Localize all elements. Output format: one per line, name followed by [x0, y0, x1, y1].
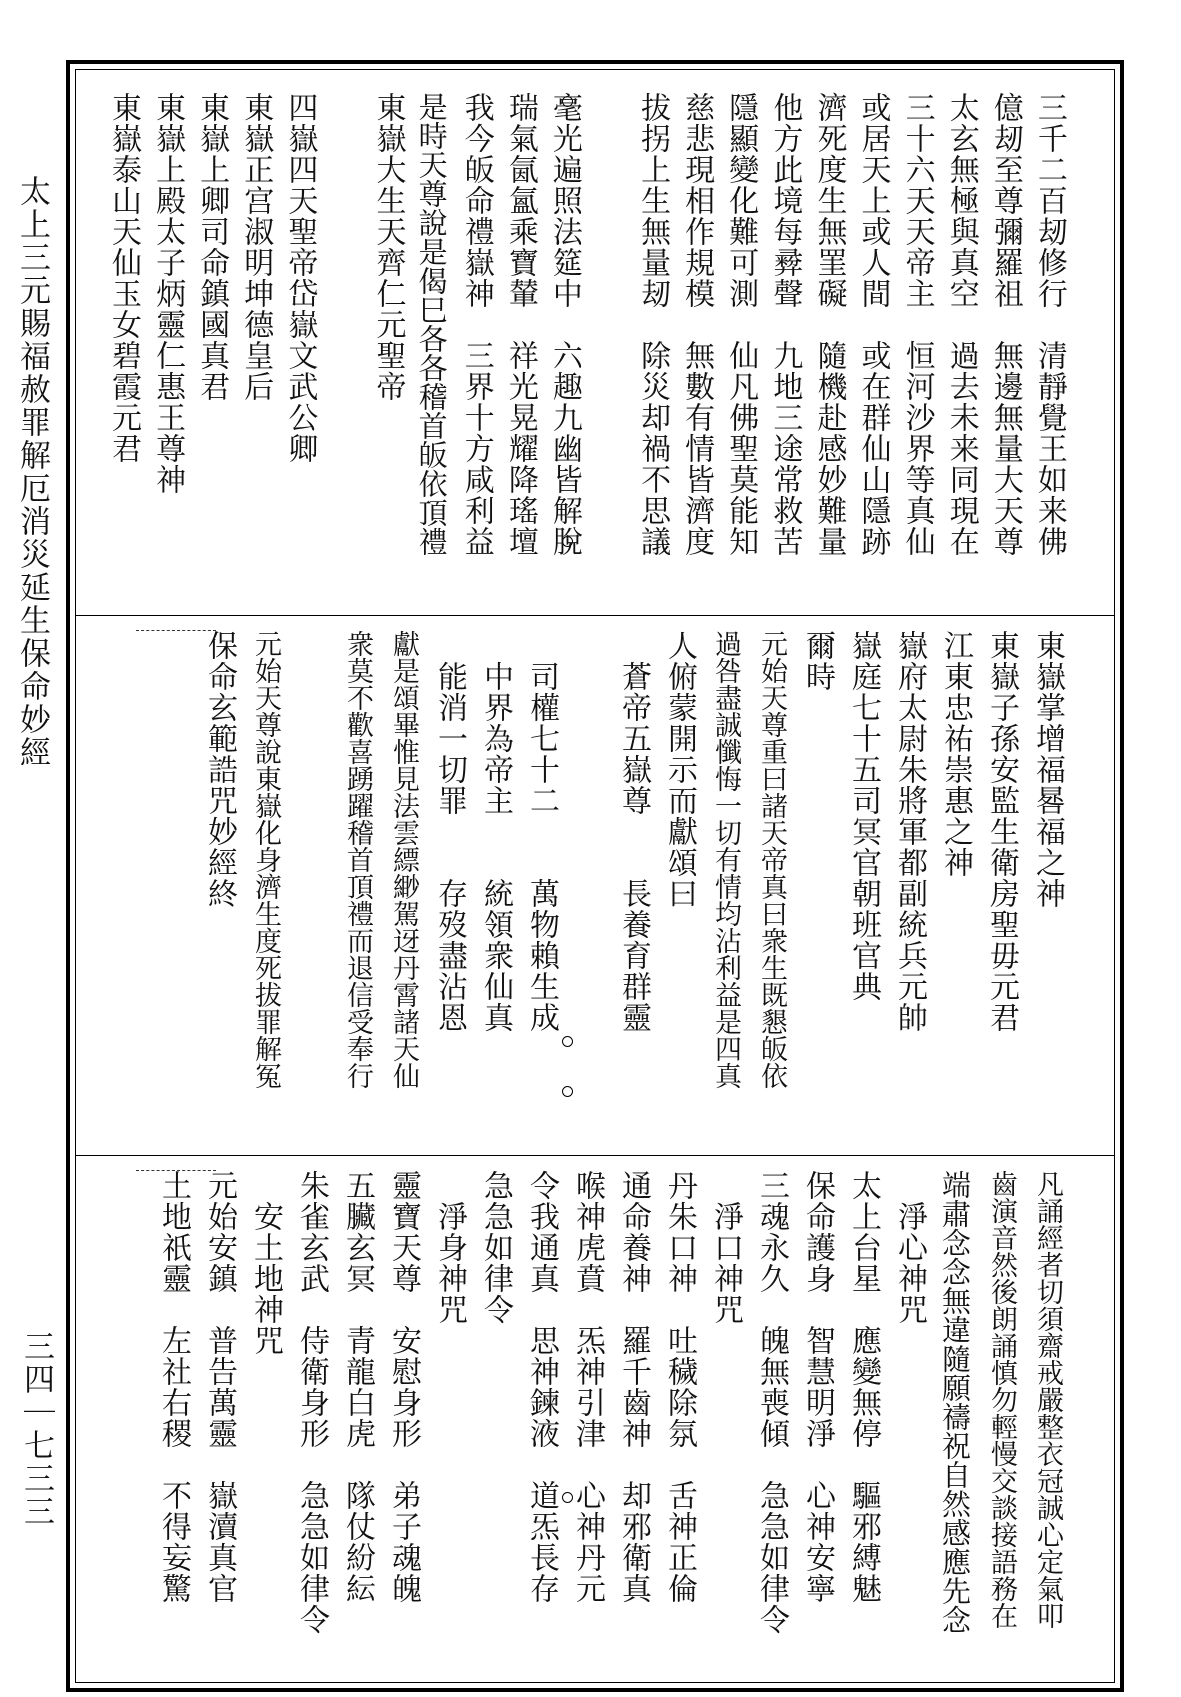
text-column: 靈寶天尊 安慰身形 弟子魂魄: [386, 1170, 421, 1604]
text-column: 毫光遍照法筵中 六趣九幽皆解脫: [546, 92, 582, 557]
text-column: 四嶽四天聖帝岱嶽文武公卿: [282, 92, 318, 464]
text-column: 東嶽泰山天仙玉女碧霞元君: [106, 92, 141, 464]
text-column: 安土地神咒: [248, 1170, 283, 1356]
punch-hole-mark: [562, 1086, 573, 1097]
left-margin-title: 太上三元賜福赦罪解厄消災延生保命妙經: [14, 175, 50, 769]
text-column: 三千二百刼修行 清靜覺王如来佛: [1031, 92, 1067, 557]
left-margin-page-number: 三四｜七三三: [18, 1330, 54, 1528]
text-column: 人俯蒙開示而獻頌曰: [662, 630, 697, 909]
text-frame: [75, 69, 1115, 1683]
text-column: 中界為帝主 統領衆仙真: [478, 630, 513, 1033]
text-column: 東嶽子孫安監生衛房聖毋元君: [984, 630, 1019, 1033]
text-column: 太玄無極與真空 過去未来同現在: [943, 92, 979, 557]
text-column: 土地祇靈 左社右稷 不得妄驚: [156, 1170, 191, 1604]
text-column: 他方此境每彛聲 九地三途常救苦: [767, 92, 803, 557]
text-column: 是時天尊說是偈巳各各稽首皈依頂禮: [414, 92, 449, 556]
text-column: 五臟玄冥 青龍白虎 隊仗紛紜: [340, 1170, 375, 1604]
section-divider-2: [76, 1155, 1114, 1156]
punch-hole-mark: [562, 1036, 573, 1047]
text-column: 瑞氣氤氳乘寶輦 祥光晃耀降瑤壇: [502, 92, 538, 557]
text-column: 太上台星 應變無停 驅邪縛魅: [846, 1170, 881, 1604]
text-column: 元始安鎮 普告萬靈 嶽瀆真官: [202, 1170, 237, 1604]
text-column: 令我通真 思神鍊液 道炁長存: [524, 1170, 559, 1604]
text-column: 元始天尊說東嶽化身濟生度死拔罪解冤: [250, 630, 281, 1089]
text-column: 急急如律令: [478, 1170, 513, 1325]
text-column: 東嶽上殿太子炳靈仁惠王尊神: [150, 92, 186, 495]
text-column: 喉神虎賁 炁神引津 心神丹元: [570, 1170, 605, 1604]
text-column: 我今皈命禮嶽神 三界十方咸利益: [458, 92, 494, 557]
text-column: 端肅念念無違隨願禱祝自然感應先念: [938, 1170, 972, 1634]
text-column: 齒演音然後朗誦慎勿輕慢交談接語務在: [986, 1170, 1017, 1629]
text-column: 元始天尊重曰諸天帝真曰衆生既懇皈依: [756, 630, 787, 1089]
text-column: 保命玄範誥咒妙經終: [202, 630, 237, 909]
text-column: 或居天上或人間 或在群仙山隱跡: [855, 92, 891, 557]
text-column: 衆莫不歡喜踴躍稽首頂禮而退信受奉行: [342, 630, 373, 1089]
text-column: 淨口神咒: [708, 1170, 743, 1325]
text-column: 淨身神咒: [432, 1170, 467, 1325]
page-frame: [66, 60, 1124, 1692]
text-column: 丹朱口神 吐穢除氛 舌神正倫: [662, 1170, 697, 1604]
text-column: 保命護身 智慧明淨 心神安寧: [800, 1170, 835, 1604]
text-column: 東嶽掌增福晷福之神: [1030, 630, 1065, 909]
text-column: 司權七十二 萬物賴生成: [524, 630, 559, 1033]
text-column: 凡誦經者切須齋戒嚴整衣冠誠心定氣叩: [1032, 1170, 1063, 1629]
text-column: 隱顯變化難可測 仙凡佛聖莫能知: [723, 92, 759, 557]
text-column: 東嶽大生天齊仁元聖帝: [370, 92, 406, 402]
text-column: 淨心神咒: [892, 1170, 927, 1325]
text-column: 蒼帝五嶽尊 長養育群靈: [616, 630, 651, 1033]
text-column: 朱雀玄武 侍衛身形 急急如律令: [294, 1170, 329, 1635]
text-column: 嶽府太尉朱將軍都副統兵元帥: [892, 630, 927, 1033]
text-column: 通命養神 羅千齒神 却邪衛真: [616, 1170, 651, 1604]
section-divider-1: [76, 615, 1114, 616]
text-column: 江東忠祐崇惠之神: [938, 630, 973, 878]
text-column: 慈悲現相作規模 無數有情皆濟度: [679, 92, 715, 557]
text-column: 爾時: [800, 630, 835, 692]
text-column: 三魂永久 魄無喪傾 急急如律令: [754, 1170, 789, 1635]
text-column: 拔拐上生無量刼 除災却禍不思議: [635, 92, 671, 557]
text-column: 三十六天天帝主 恒河沙界等真仙: [899, 92, 935, 557]
text-column: 過咎盡誠懺悔一切有情均沾利益是四真: [710, 630, 741, 1089]
text-column: 億刼至尊彌羅祖 無邊無量大天尊: [987, 92, 1023, 557]
text-column: 能消一切罪 存歿盡沾恩: [432, 630, 467, 1033]
text-column: 獻是頌畢惟見法雲縹緲駕迓丹霄諸天仙: [388, 630, 419, 1089]
text-column: 東嶽上卿司命鎮國真君: [194, 92, 230, 402]
text-column: 濟死度生無罣礙 隨機赴感妙難量: [811, 92, 847, 557]
text-column: 嶽庭七十五司冥官朝班官典: [846, 630, 881, 1002]
text-column: 東嶽正宫淑明坤德皇后: [238, 92, 274, 402]
